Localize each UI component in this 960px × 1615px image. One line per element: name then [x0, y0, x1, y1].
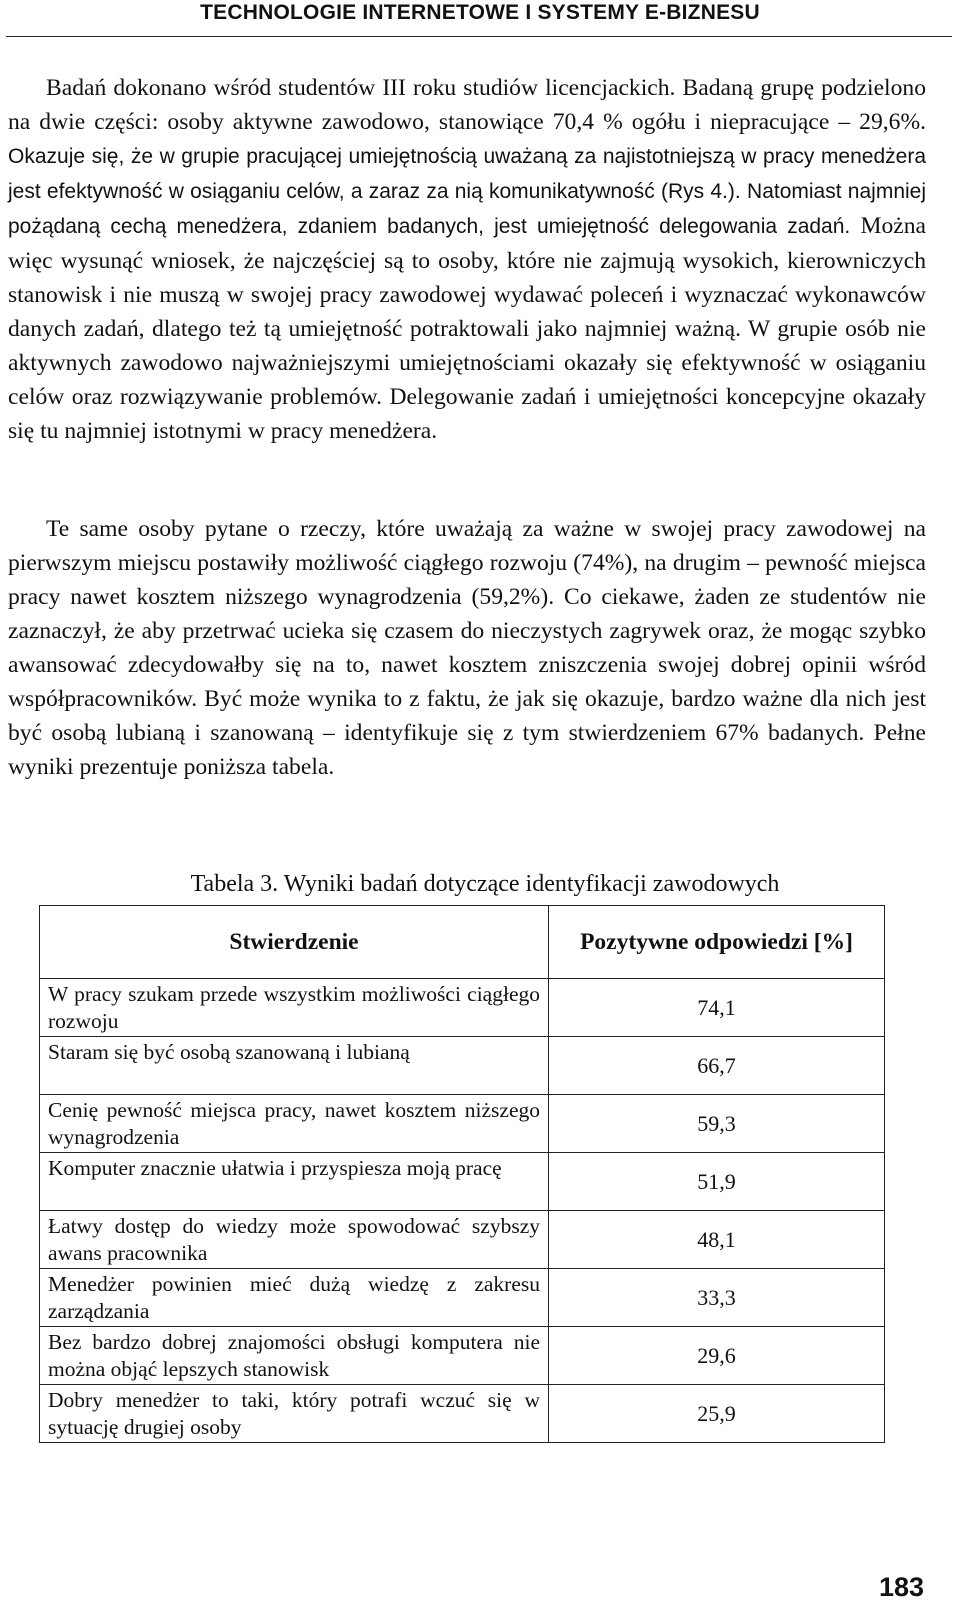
statement-cell: Staram się być osobą szanowaną i lubianą	[40, 1037, 549, 1095]
statement-cell: Menedżer powinien mieć dużą wiedzę z zakresu zarządzania	[40, 1269, 549, 1327]
statement-cell: Łatwy dostęp do wiedzy może spowodować szybszy awans pracownika	[40, 1211, 549, 1269]
paragraph-1-part-a: Badań dokonano wśród studentów III roku studiów licencjackich. Badaną grupę podzielono na dwie części: osoby aktywne zawodowo, stanowiące 70,4 % ogółu i niepracujące – 29,6%.	[8, 75, 926, 135]
page-number: 183	[878, 1572, 924, 1602]
value-cell: 29,6	[549, 1327, 885, 1385]
value-cell: 25,9	[549, 1385, 885, 1443]
running-header	[0, 0, 960, 34]
table-row	[40, 1095, 885, 1153]
paragraph-1-part-b: Okazuje się, że w grupie pracującej umiejętnością uważaną za najistotniejszą w pracy menedżera jest efektywność w osiąganiu celów, a zaraz za nią komunikatywność (Rys 4.).	[8, 145, 926, 203]
value-cell: 33,3	[549, 1269, 885, 1327]
statement-cell: Bez bardzo dobrej znajomości obsługi komputera nie można objąć lepszych stanowisk	[40, 1327, 549, 1385]
table-caption: Tabela 3. Wyniki badań dotyczące identyfikacji zawodowych	[190, 871, 780, 897]
running-title: TECHNOLOGIE INTERNETOWE I SYSTEMY E-BIZNESU	[200, 1, 760, 24]
value-cell: 48,1	[549, 1211, 885, 1269]
value-cell: 66,7	[549, 1037, 885, 1095]
table-row	[40, 979, 885, 1037]
column-header-statement: Stwierdzenie	[40, 906, 549, 979]
header-divider	[6, 36, 952, 37]
table-row	[40, 1153, 885, 1211]
column-header-positive-answers: Pozytywne odpowiedzi [%]	[549, 906, 885, 979]
table-row	[40, 1385, 885, 1443]
paragraph-1-part-d: Można więc wysunąć wniosek, że najczęściej są to osoby, które nie zajmują wysokich, kierowniczych stanowisk i nie muszą w swojej pracy zawodowej wydawać poleceń i wyznaczać wykonawców danych zadań, dlatego też tą umiejętność potraktowali jako najmniej ważną. W grupie osób nie aktywnych zawodowo najważniejszymi umiejętnościami okazały się efektywność w osiąganiu celów oraz rozwiązywanie problemów. Delegowanie zadań i umiejętności koncepcyjne okazały się tu najmniej istotnymi w pracy menedżera.	[8, 213, 926, 444]
paragraph-2: Te same osoby pytane o rzeczy, które uważają za ważne w swojej pracy zawodowej na pierwszym miejscu postawiły możliwość ciągłego rozwoju (74%), na drugim – pewność miejsca pracy nawet kosztem niższego wynagrodzenia (59,2%). Co ciekawe, żaden ze studentów nie zaznaczył, że aby przetrwać ucieka się czasem do nieczystych zagrywek oraz, że mogąc szybko awansować zdecydowałby się na to, nawet kosztem zniszczenia swojej dobrej opinii wśród współpracowników. Być może wynika to z faktu, że jak się okazuje, bardzo ważne dla nich jest być osobą lubianą i szanowaną – identyfikuje się z tym stwierdzeniem 67% badanych. Pełne wyniki prezentuje poniższa tabela.	[8, 516, 926, 780]
statement-cell: W pracy szukam przede wszystkim możliwości ciągłego rozwoju	[40, 979, 549, 1037]
statement-cell: Komputer znacznie ułatwia i przyspiesza moją pracę	[40, 1153, 549, 1211]
table-row	[40, 1327, 885, 1385]
table-row	[40, 1037, 885, 1095]
table-row	[40, 1269, 885, 1327]
value-cell: 59,3	[549, 1095, 885, 1153]
paragraph-1-part-c: Natomiast najmniej pożądaną cechą menedżera, zdaniem badanych, jest umiejętność delegowania zadań.	[8, 180, 927, 238]
statement-cell: Dobry menedżer to taki, który potrafi wczuć się w sytuację drugiej osoby	[40, 1385, 549, 1443]
table-row	[40, 1211, 885, 1269]
statement-cell: Cenię pewność miejsca pracy, nawet kosztem niższego wynagrodzenia	[40, 1095, 549, 1153]
table-header-row	[40, 906, 885, 979]
value-cell: 51,9	[549, 1153, 885, 1211]
paragraph-1	[8, 71, 926, 448]
value-cell: 74,1	[549, 979, 885, 1037]
results-table	[39, 905, 885, 1443]
